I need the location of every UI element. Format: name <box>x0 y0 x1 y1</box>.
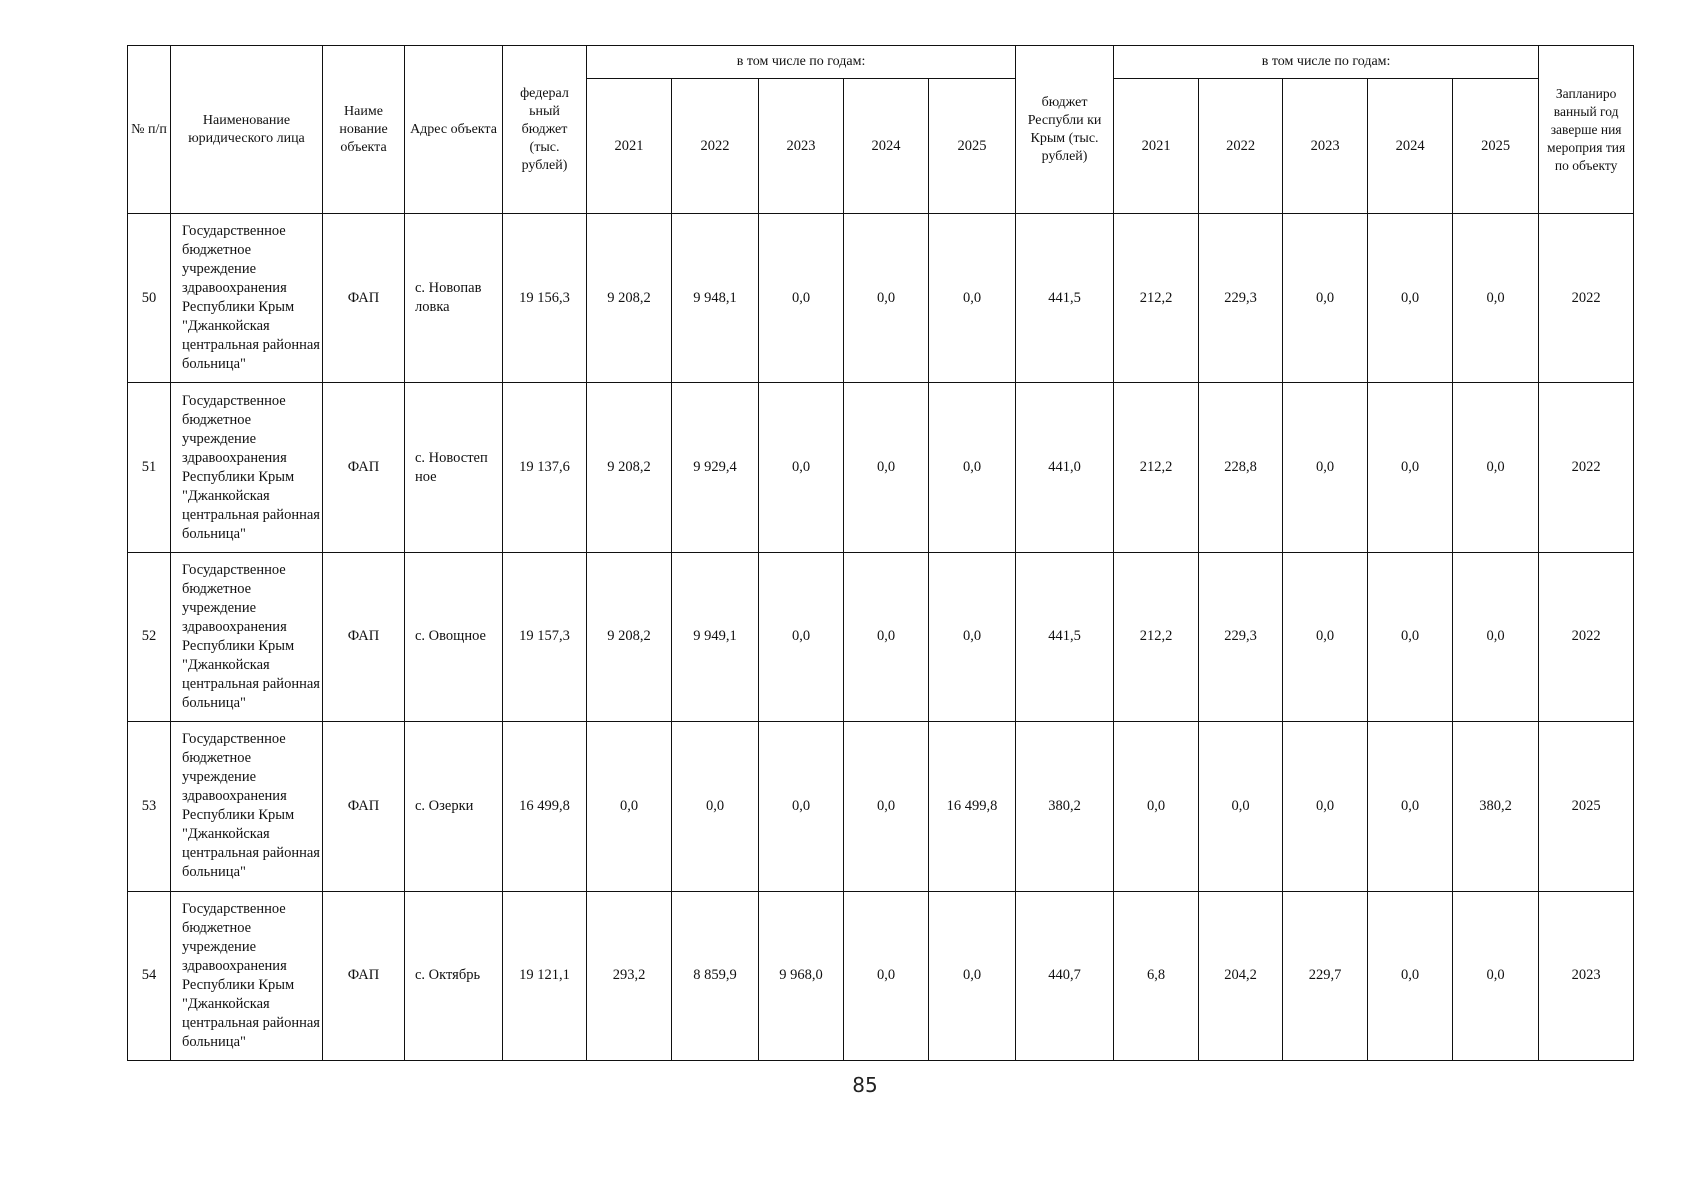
header-num: № п/п <box>128 46 171 214</box>
header-federal-year: 2023 <box>759 79 844 214</box>
row-republic-2024: 0,0 <box>1368 383 1453 552</box>
row-republic-2023: 0,0 <box>1283 214 1368 383</box>
row-federal-2023: 0,0 <box>759 383 844 552</box>
row-republic-2024: 0,0 <box>1368 214 1453 383</box>
header-republic-by-years: в том числе по годам: <box>1114 46 1539 79</box>
row-federal-total: 19 121,1 <box>503 891 587 1060</box>
row-federal-2022: 9 948,1 <box>672 214 759 383</box>
row-federal-2021: 9 208,2 <box>587 552 672 721</box>
row-federal-2021: 0,0 <box>587 722 672 891</box>
row-org: Государственное бюджетное учреждение здравоохранения Республики Крым "Джанкойская центральная районная больница" <box>171 722 323 891</box>
row-republic-total: 441,5 <box>1016 214 1114 383</box>
row-federal-2023: 0,0 <box>759 722 844 891</box>
header-federal-budget: федерал ьный бюджет (тыс. рублей) <box>503 46 587 214</box>
header-federal-year: 2021 <box>587 79 672 214</box>
row-federal-2025: 0,0 <box>929 214 1016 383</box>
row-federal-2025: 0,0 <box>929 552 1016 721</box>
row-federal-2024: 0,0 <box>844 383 929 552</box>
header-object-address: Адрес объекта <box>405 46 503 214</box>
row-republic-2023: 0,0 <box>1283 383 1368 552</box>
row-federal-2024: 0,0 <box>844 891 929 1060</box>
row-org: Государственное бюджетное учреждение здравоохранения Республики Крым "Джанкойская центральная районная больница" <box>171 552 323 721</box>
page-number: 85 <box>852 1073 878 1097</box>
row-federal-2021: 293,2 <box>587 891 672 1060</box>
row-federal-2024: 0,0 <box>844 722 929 891</box>
row-republic-2025: 380,2 <box>1453 722 1539 891</box>
row-republic-2021: 212,2 <box>1114 383 1199 552</box>
row-republic-2024: 0,0 <box>1368 722 1453 891</box>
header-object-name: Наиме нование объекта <box>323 46 405 214</box>
row-object: ФАП <box>323 214 405 383</box>
header-republic-year: 2023 <box>1283 79 1368 214</box>
row-republic-total: 441,5 <box>1016 552 1114 721</box>
row-num: 53 <box>128 722 171 891</box>
table-row <box>128 383 1634 552</box>
header-row-top <box>128 46 1634 79</box>
row-federal-2024: 0,0 <box>844 552 929 721</box>
row-federal-2023: 0,0 <box>759 214 844 383</box>
row-federal-total: 16 499,8 <box>503 722 587 891</box>
row-num: 50 <box>128 214 171 383</box>
row-republic-2024: 0,0 <box>1368 552 1453 721</box>
header-republic-year: 2022 <box>1199 79 1283 214</box>
row-num: 51 <box>128 383 171 552</box>
row-org: Государственное бюджетное учреждение здравоохранения Республики Крым "Джанкойская центральная районная больница" <box>171 214 323 383</box>
row-num: 54 <box>128 891 171 1060</box>
row-republic-2021: 6,8 <box>1114 891 1199 1060</box>
table-row <box>128 552 1634 721</box>
row-completion-year: 2022 <box>1539 383 1634 552</box>
row-object: ФАП <box>323 722 405 891</box>
row-federal-2021: 9 208,2 <box>587 383 672 552</box>
row-republic-total: 380,2 <box>1016 722 1114 891</box>
row-republic-2024: 0,0 <box>1368 891 1453 1060</box>
row-completion-year: 2022 <box>1539 214 1634 383</box>
header-org-name: Наименование юридического лица <box>171 46 323 214</box>
row-republic-2023: 0,0 <box>1283 552 1368 721</box>
row-address: с. Октябрь <box>405 891 503 1060</box>
row-federal-2025: 16 499,8 <box>929 722 1016 891</box>
row-federal-2024: 0,0 <box>844 214 929 383</box>
row-republic-2023: 229,7 <box>1283 891 1368 1060</box>
row-republic-2021: 212,2 <box>1114 552 1199 721</box>
row-republic-2025: 0,0 <box>1453 552 1539 721</box>
row-org: Государственное бюджетное учреждение здравоохранения Республики Крым "Джанкойская центральная районная больница" <box>171 891 323 1060</box>
header-republic-year: 2025 <box>1453 79 1539 214</box>
table-row <box>128 722 1634 891</box>
row-federal-2022: 8 859,9 <box>672 891 759 1060</box>
row-completion-year: 2025 <box>1539 722 1634 891</box>
row-address: с. Озерки <box>405 722 503 891</box>
row-federal-2025: 0,0 <box>929 383 1016 552</box>
row-republic-2022: 229,3 <box>1199 214 1283 383</box>
row-federal-2025: 0,0 <box>929 891 1016 1060</box>
row-federal-2021: 9 208,2 <box>587 214 672 383</box>
header-federal-year: 2024 <box>844 79 929 214</box>
header-federal-by-years: в том числе по годам: <box>587 46 1016 79</box>
table-row <box>128 891 1634 1060</box>
row-republic-2025: 0,0 <box>1453 891 1539 1060</box>
row-org: Государственное бюджетное учреждение здравоохранения Республики Крым "Джанкойская центральная районная больница" <box>171 383 323 552</box>
row-republic-2025: 0,0 <box>1453 383 1539 552</box>
row-republic-2022: 228,8 <box>1199 383 1283 552</box>
row-republic-total: 441,0 <box>1016 383 1114 552</box>
row-federal-2023: 9 968,0 <box>759 891 844 1060</box>
row-republic-2021: 212,2 <box>1114 214 1199 383</box>
row-address: с. Новостеп ное <box>405 383 503 552</box>
row-federal-total: 19 137,6 <box>503 383 587 552</box>
budget-table <box>127 45 1634 1061</box>
row-object: ФАП <box>323 383 405 552</box>
row-object: ФАП <box>323 552 405 721</box>
row-federal-2022: 9 949,1 <box>672 552 759 721</box>
row-federal-2023: 0,0 <box>759 552 844 721</box>
row-completion-year: 2022 <box>1539 552 1634 721</box>
header-republic-budget: бюджет Республи ки Крым (тыс. рублей) <box>1016 46 1114 214</box>
row-republic-2022: 0,0 <box>1199 722 1283 891</box>
row-republic-2022: 204,2 <box>1199 891 1283 1060</box>
row-republic-2025: 0,0 <box>1453 214 1539 383</box>
header-federal-year: 2025 <box>929 79 1016 214</box>
row-address: с. Овощное <box>405 552 503 721</box>
row-republic-2023: 0,0 <box>1283 722 1368 891</box>
header-federal-year: 2022 <box>672 79 759 214</box>
row-federal-2022: 9 929,4 <box>672 383 759 552</box>
row-federal-2022: 0,0 <box>672 722 759 891</box>
row-federal-total: 19 157,3 <box>503 552 587 721</box>
header-republic-year: 2021 <box>1114 79 1199 214</box>
header-republic-year: 2024 <box>1368 79 1453 214</box>
row-republic-total: 440,7 <box>1016 891 1114 1060</box>
table-row <box>128 214 1634 383</box>
header-completion-year: Запланиро ванный год заверше ния мероприя тия по объекту <box>1539 46 1634 214</box>
row-num: 52 <box>128 552 171 721</box>
row-republic-2021: 0,0 <box>1114 722 1199 891</box>
row-republic-2022: 229,3 <box>1199 552 1283 721</box>
row-address: с. Новопав ловка <box>405 214 503 383</box>
row-object: ФАП <box>323 891 405 1060</box>
row-completion-year: 2023 <box>1539 891 1634 1060</box>
row-federal-total: 19 156,3 <box>503 214 587 383</box>
